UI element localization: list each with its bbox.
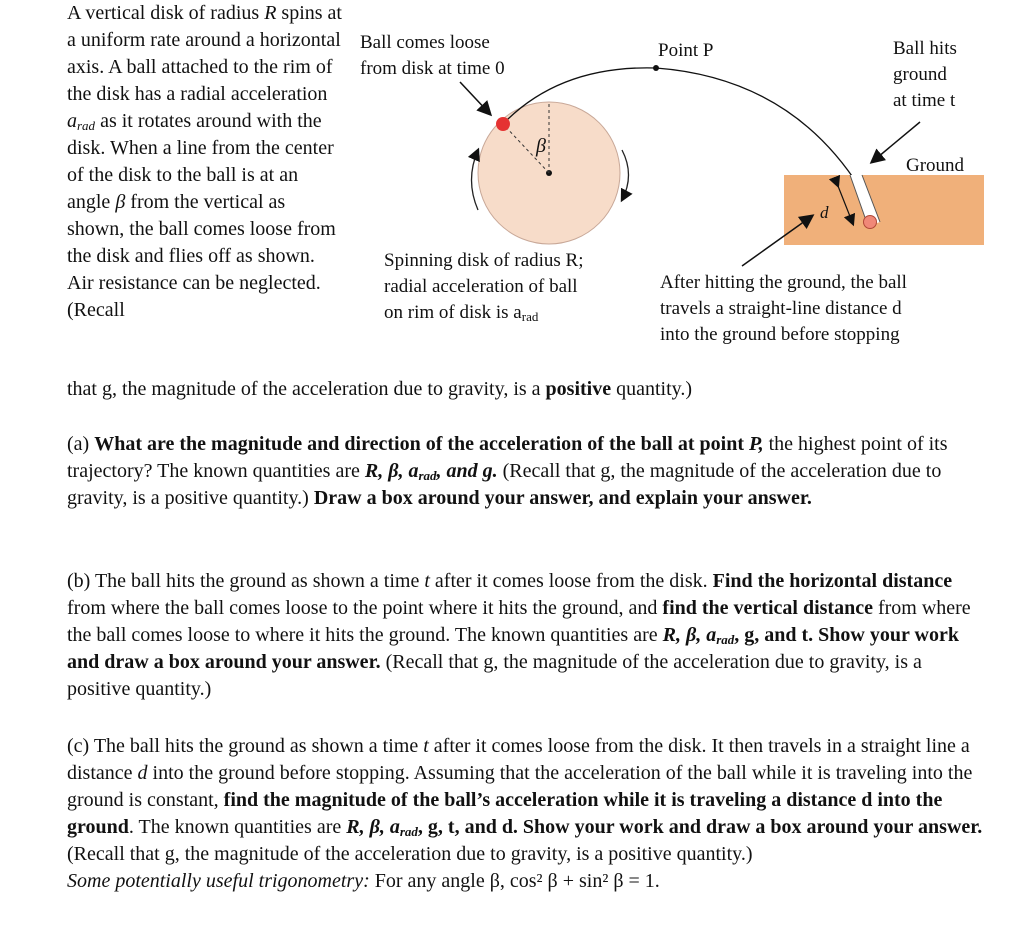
q-text: t xyxy=(424,570,430,592)
intro-line: as it rotates around with the disk. When a line from the center of the disk to the ball is at an angle xyxy=(67,110,334,213)
intro-line: quantity.) xyxy=(611,378,693,400)
trig-hint xyxy=(67,868,987,895)
caption-line: Point P xyxy=(658,40,714,61)
radius-symbol: R xyxy=(264,2,277,24)
q-text: . The known quantities are xyxy=(128,816,347,838)
q-text: t xyxy=(423,735,429,757)
q-text: (Recall that g, the magnitude of the acceleration due to gravity, is a positive quantity.) xyxy=(67,843,753,865)
q-text: (Recall that g, the magnitude of the acceleration due to gravity, is a positive quantity.) xyxy=(67,460,942,509)
caption-line xyxy=(384,300,584,326)
q-bold: , g, t, and d. Show your work and draw a box around your answer. xyxy=(417,816,983,838)
q-text: into the ground before stopping. Assuming that the acceleration of the ball while it is traveling into the ground is constant, xyxy=(67,762,973,811)
q-sub: rad xyxy=(418,468,437,483)
caption-text: on rim of disk is a xyxy=(384,302,522,323)
caption-line: Ball comes loose xyxy=(360,32,490,53)
ground-label xyxy=(906,153,964,179)
caption-line: ground xyxy=(893,64,947,85)
caption-line: Ground xyxy=(906,155,965,176)
d-label: d xyxy=(820,203,829,222)
q-text: after it comes loose from the disk. It then travels in a straight line a distance xyxy=(67,735,970,784)
q-bold: R, β, a xyxy=(364,460,419,482)
positive-word: positive xyxy=(545,378,612,400)
caption-line: travels a straight-line distance d xyxy=(660,298,902,319)
question-c xyxy=(67,733,987,895)
q-bold: Draw a box around your answer, and explain your answer. xyxy=(313,487,812,509)
q-text: (c) The ball hits the ground as shown a time xyxy=(67,735,424,757)
rotation-arrow-right xyxy=(622,150,629,200)
q-text: Some potentially useful trigonometry: xyxy=(67,870,370,892)
q-bold: Find the horizontal distance xyxy=(712,570,953,592)
caption-line: After hitting the ground, the ball xyxy=(660,272,907,293)
ball-pointer-arrow xyxy=(460,82,490,114)
intro-line: that g, the magnitude of the acceleration due to gravity, is a xyxy=(67,378,546,400)
q-text: For any angle β, cos² β + sin² β = 1. xyxy=(369,870,660,892)
q-bold: find the vertical distance xyxy=(662,597,873,619)
after-caption xyxy=(660,270,907,348)
beta-symbol: β xyxy=(115,191,126,213)
q-text: d xyxy=(137,762,148,784)
caption-line: Spinning disk of radius R; xyxy=(384,250,584,271)
q-bold: R, β, a xyxy=(346,816,400,838)
question-a xyxy=(67,431,987,512)
caption-subscript: rad xyxy=(521,309,539,324)
arad-subscript: rad xyxy=(77,118,96,133)
intro-line: A vertical disk of radius xyxy=(67,2,265,24)
intro-line: spins at a uniform rate around a horizontal axis. A ball attached to the rim of the disk has a radial acceleration xyxy=(67,2,342,105)
point-p-label xyxy=(658,38,713,64)
ball-stopped xyxy=(864,216,877,229)
point-p-dot xyxy=(653,65,659,71)
beta-label: β xyxy=(536,135,546,157)
q-text: the highest point of its trajectory? The known quantities are xyxy=(67,433,948,482)
q-text: after it comes loose from the disk. xyxy=(429,570,713,592)
q-text: from where the ball comes loose to where it hits the ground. The known quantities are xyxy=(67,597,971,646)
q-text: (Recall that g, the magnitude of the acceleration due to gravity, is a positive quantity.) xyxy=(67,651,922,700)
q-bold: What are the magnitude and direction of the acceleration of the ball at point xyxy=(94,433,749,455)
caption-line: into the ground before stopping xyxy=(660,324,900,345)
disk-caption xyxy=(384,248,584,326)
intro-last-line xyxy=(67,376,967,403)
rotation-arrow-left xyxy=(472,150,479,210)
q-sub: rad xyxy=(399,824,418,839)
intro-line: from the vertical as shown, the ball comes loose from the disk and flies off as shown. Air resistance can be neglected. (Recall xyxy=(67,191,336,321)
q-text: (a) xyxy=(67,433,95,455)
hits-caption xyxy=(893,36,957,114)
q-bold: R, β, a xyxy=(662,624,717,646)
question-b xyxy=(67,568,987,703)
q-sub: rad xyxy=(716,632,735,647)
ground xyxy=(784,175,984,245)
caption-line: at time t xyxy=(893,90,956,111)
caption-line: from disk at time 0 xyxy=(360,58,505,79)
caption-line: radial acceleration of ball xyxy=(384,276,578,297)
ball-loose-caption xyxy=(360,30,505,82)
q-bold: , and g. xyxy=(436,460,498,482)
q-text: from where the ball comes loose to the point where it hits the ground, and xyxy=(67,597,663,619)
q-text: (b) The ball hits the ground as shown a time xyxy=(67,570,425,592)
q-bold: , g, and t. Show your work and draw a box around your answer. xyxy=(67,624,959,673)
arad-symbol: a xyxy=(67,110,77,132)
q-bold: find the magnitude of the ball’s acceleration while it is traveling a distance d into the ground xyxy=(67,789,943,838)
caption-line: Ball hits xyxy=(893,38,957,59)
q-bold: P, xyxy=(748,433,764,455)
ball xyxy=(496,117,510,131)
